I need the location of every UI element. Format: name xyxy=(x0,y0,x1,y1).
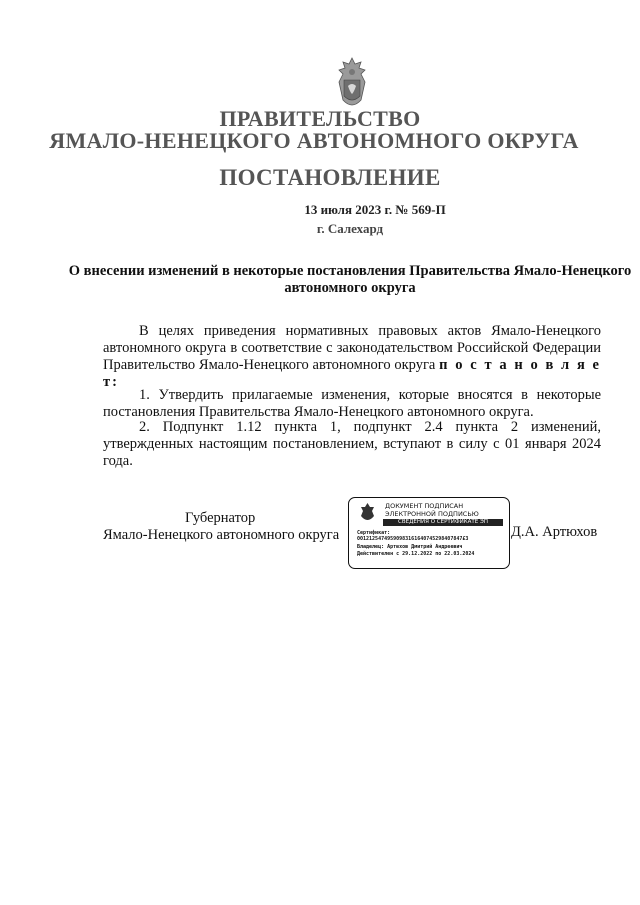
resolves-word: п о с т а н о в л я е т: xyxy=(103,357,601,390)
stamp-line1: ДОКУМЕНТ ПОДПИСАН xyxy=(385,502,464,510)
signatory-name: Д.А. Артюхов xyxy=(511,524,598,540)
stamp-cert-bar: СВЕДЕНИЯ О СЕРТИФИКАТЕ ЭП xyxy=(383,519,503,526)
paragraph-item-2: 2. Подпункт 1.12 пункта 1, подпункт 2.4 пункта 2 изменений, утвержденных настоящим постановлением, вступают в силу с 01 января 2024 года. xyxy=(103,419,601,469)
signatory-region: Ямало-Ненецкого автономного округа xyxy=(103,527,340,543)
stamp-validity: Действителен с 29.12.2022 по 22.03.2024 xyxy=(357,551,475,557)
region-title: ЯМАЛО-НЕНЕЦКОГО АВТОНОМНОГО ОКРУГА xyxy=(49,128,579,153)
city: г. Салехард xyxy=(316,221,384,236)
stamp-line2: ЭЛЕКТРОННОЙ ПОДПИСЬЮ xyxy=(385,510,479,518)
stamp-cert-label: Сертификат: xyxy=(357,530,391,536)
document-title: О внесении изменений в некоторые постановления Правительства Ямало-Ненецкого автономного округа xyxy=(68,263,632,296)
stamp-cert-number: 00121254749590983161640745298407847£3 xyxy=(357,536,469,542)
paragraph-item-1: 1. Утвердить прилагаемые изменения, которые вносятся в некоторые постановления Правительства Ямало-Ненецкого автономного округа. xyxy=(103,387,601,420)
signatory-position: Губернатор xyxy=(185,510,256,526)
date-number: 13 июля 2023 г. № 569-П xyxy=(304,202,446,217)
electronic-signature-stamp xyxy=(348,497,510,569)
stamp-emblem-icon xyxy=(359,502,376,524)
paragraph-preamble xyxy=(103,323,601,391)
coat-of-arms-emblem xyxy=(331,56,373,111)
document-type: ПОСТАНОВЛЕНИЕ xyxy=(219,165,441,190)
government-title: ПРАВИТЕЛЬСТВО xyxy=(219,106,421,131)
stamp-owner: Владелец: Артюхов Дмитрий Андреевич xyxy=(357,544,463,550)
preamble-text: В целях приведения нормативных правовых актов Ямало-Ненецкого автономного округа в соответствие с законодательством Российской Федерации Правительство Ямало-Ненецкого автономного округа xyxy=(103,323,601,373)
